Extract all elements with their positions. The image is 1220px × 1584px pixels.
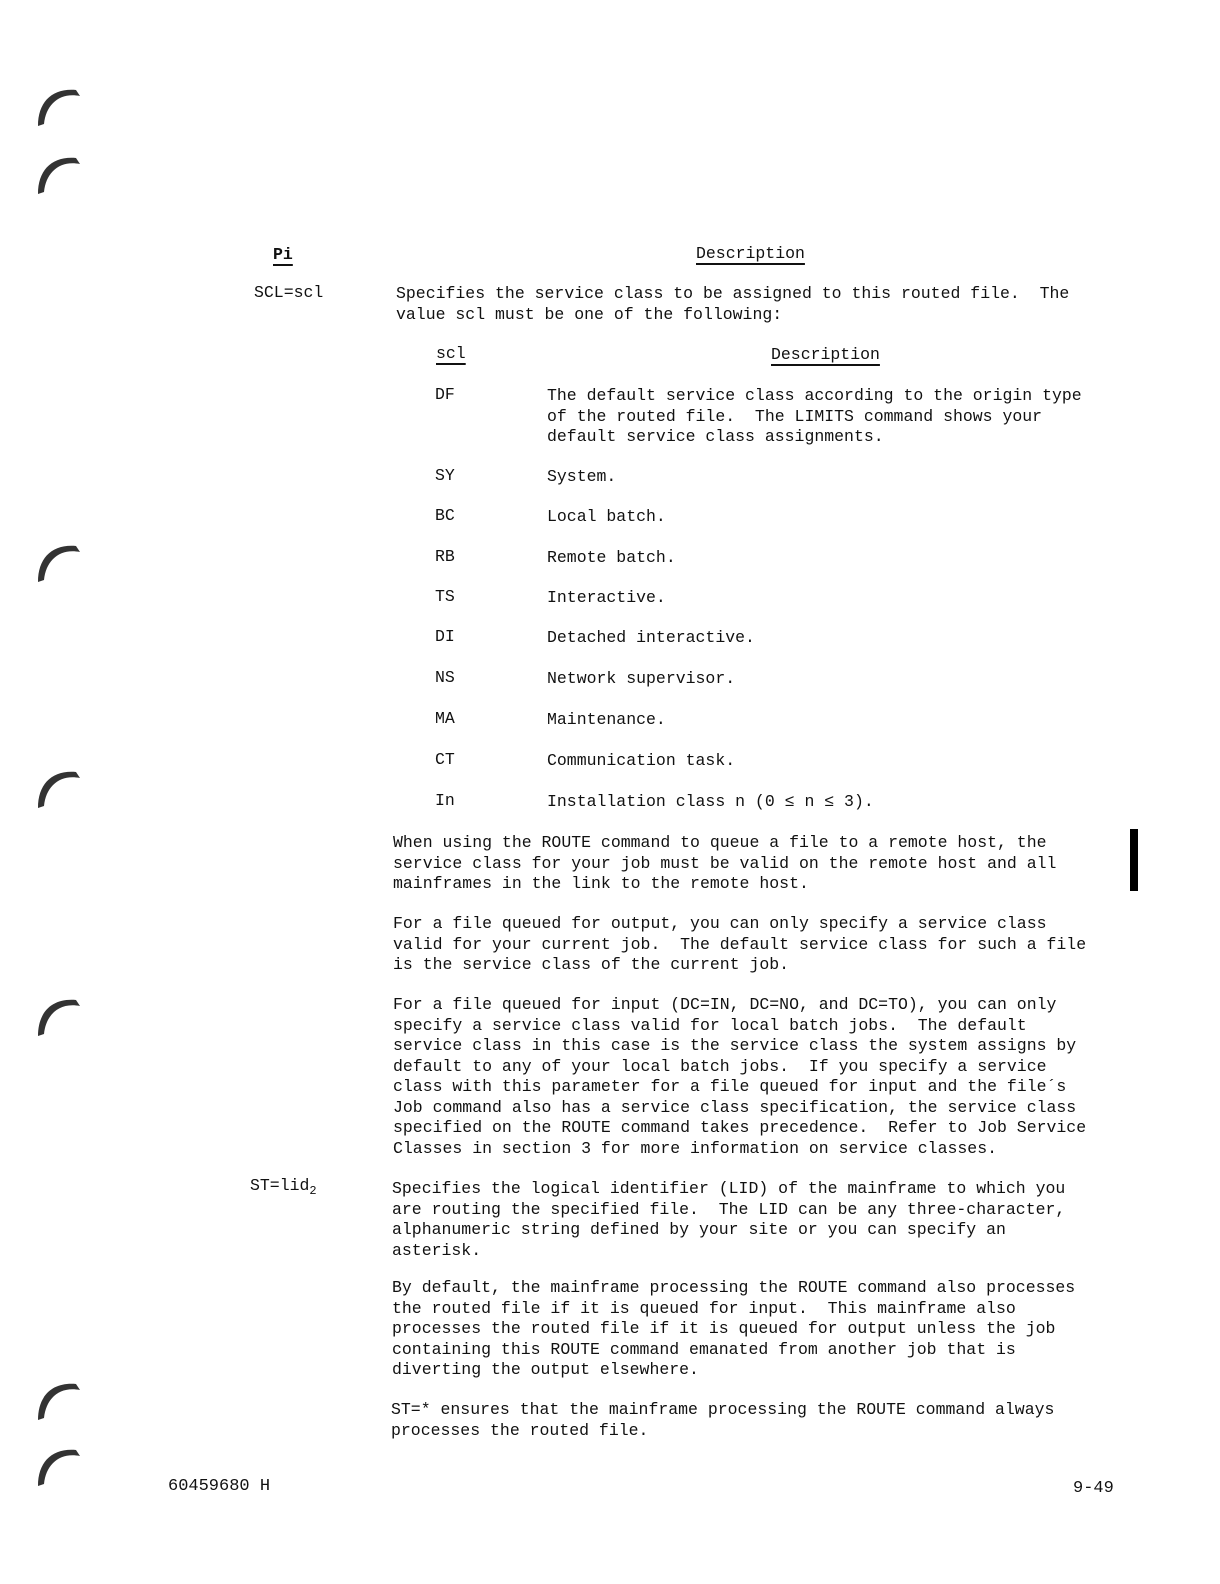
scl-code: MA xyxy=(435,709,455,728)
scl-output-paragraph: For a file queued for output, you can only specify a service class valid for your current job. The default service class for such a file is the service class of the current job. xyxy=(393,914,1087,974)
binder-hole-mark xyxy=(30,764,90,824)
binder-hole-mark xyxy=(30,82,90,142)
binder-hole-mark xyxy=(30,150,90,210)
scl-desc: Network supervisor. xyxy=(547,669,736,688)
binder-hole-mark xyxy=(30,1376,90,1436)
param-name-st: ST=lid$_2$ xyxy=(250,1176,317,1198)
st-asterisk-paragraph: ST=* ensures that the mainframe processing the ROUTE command always processes the routed file. xyxy=(391,1400,1055,1440)
page-number: 9-49 xyxy=(1073,1479,1114,1498)
scl-code: TS xyxy=(435,587,455,606)
scl-table-col-header: scl xyxy=(436,344,466,363)
scl-desc: Detached interactive. xyxy=(547,628,755,647)
scl-desc: Installation class n (0 ≤ n ≤ 3). xyxy=(547,792,874,811)
document-number: 60459680 H xyxy=(168,1477,271,1496)
scl-code: DI xyxy=(435,627,455,646)
scl-code: RB xyxy=(435,547,455,566)
scl-code: SY xyxy=(435,466,455,485)
scl-desc: Interactive. xyxy=(547,588,666,607)
st-description-paragraph: Specifies the logical identifier (LID) of the mainframe to which you are routing the specified file. The LID can be any three-character, alphanumeric string defined by your site or you can specify an asterisk. xyxy=(392,1179,1066,1260)
scl-code: In xyxy=(435,791,455,810)
scl-desc: The default service class according to the origin type of the routed file. The LIMITS command shows your default service class assignments. xyxy=(547,386,1082,446)
param-column-header: Pi xyxy=(273,245,293,264)
scl-intro-text: Specifies the service class to be assigned to this routed file. The value scl must be one of the following: xyxy=(396,284,1070,324)
scl-table-desc-header: Description xyxy=(771,345,880,364)
scl-desc: System. xyxy=(547,467,617,486)
scl-code: BC xyxy=(435,506,455,525)
scl-code: NS xyxy=(435,668,455,687)
scl-desc: Local batch. xyxy=(547,507,666,526)
change-bar xyxy=(1130,829,1138,891)
scl-desc: Maintenance. xyxy=(547,710,666,729)
description-column-header: Description xyxy=(696,244,805,263)
scl-desc: Remote batch. xyxy=(547,548,676,567)
scl-input-paragraph: For a file queued for input (DC=IN, DC=NO, and DC=TO), you can only specify a service class valid for local batch jobs. The default service class in this case is the service class the system assigns by default to any of your local batch jobs. If you specify a service class with this parameter for a file queued for input and the file´s Job command also has a service class specification, the service class specified on the ROUTE command takes precedence. Refer to Job Service Classes in section 3 for more information on service classes. xyxy=(393,995,1087,1158)
binder-hole-mark xyxy=(30,992,90,1052)
scl-desc: Communication task. xyxy=(547,751,736,770)
scl-code: CT xyxy=(435,750,455,769)
st-default-paragraph: By default, the mainframe processing the ROUTE command also processes the routed file if it is queued for input. This mainframe also processes the routed file if it is queued for output unless the job containing this ROUTE command emanated from another job that is diverting the output elsewhere. xyxy=(392,1278,1076,1379)
binder-hole-mark xyxy=(30,1442,90,1502)
binder-hole-mark xyxy=(30,538,90,598)
scl-remote-host-paragraph: When using the ROUTE command to queue a file to a remote host, the service class for your job must be valid on the remote host and all mainframes in the link to the remote host. xyxy=(393,833,1057,893)
scl-code: DF xyxy=(435,385,455,404)
param-name-scl: SCL=scl xyxy=(254,283,324,302)
